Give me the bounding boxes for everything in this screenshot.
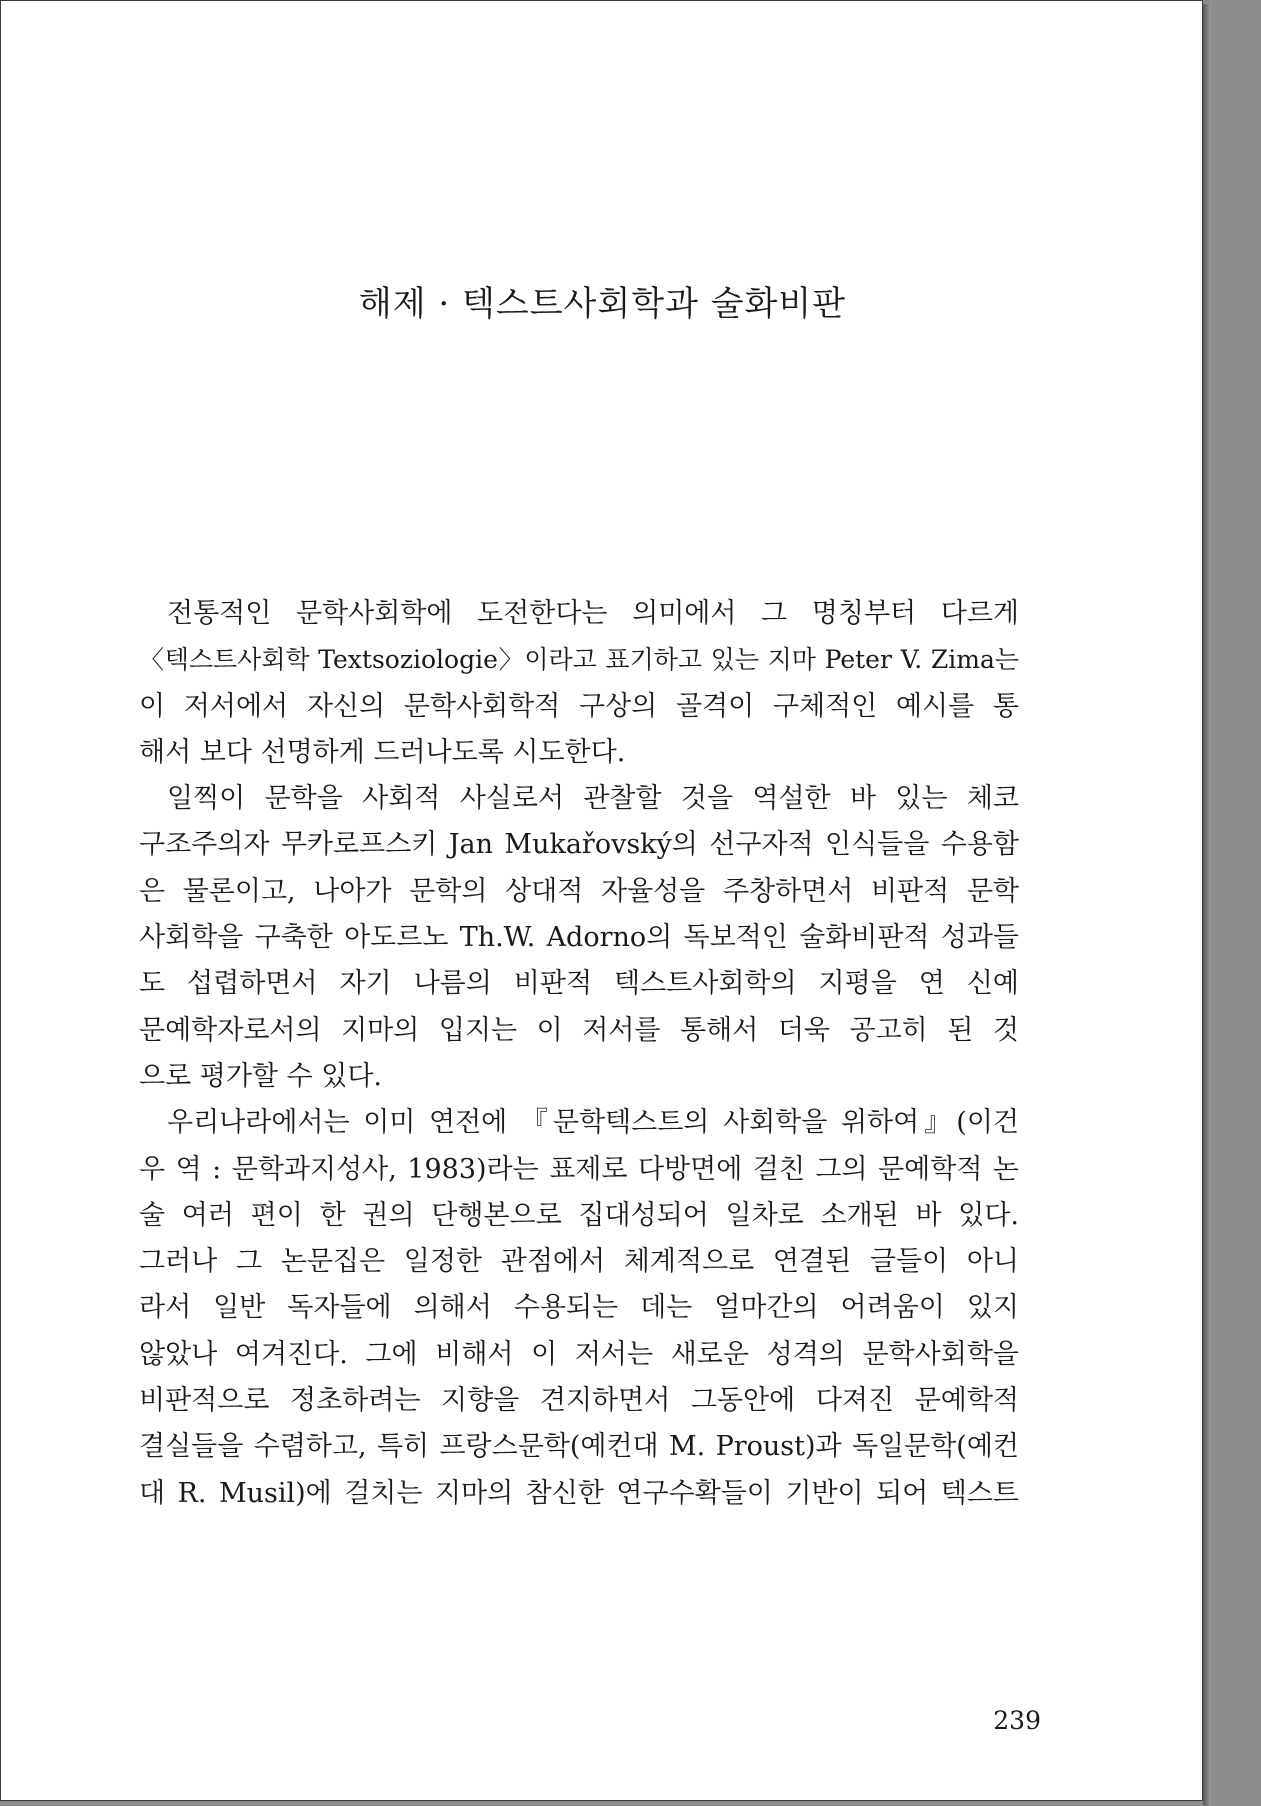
text-line: 않았나 여겨진다. 그에 비해서 이 저서는 새로운 성격의 문학사회학을 xyxy=(139,1338,1019,1370)
text-line: 결실들을 수렴하고, 특히 프랑스문학(예컨대 M. Proust)과 독일문학(예컨 xyxy=(139,1431,1019,1463)
page-number: 239 xyxy=(993,1706,1041,1735)
text-line: 사회학을 구축한 아도르노 Th.W. Adorno의 독보적인 술화비판적 성과들 xyxy=(139,922,1019,954)
text-line: 〈텍스트사회학 Textsoziologie〉이라고 표기하고 있는 지마 Peter V. Zima는 xyxy=(139,645,1019,675)
page-title: 해제 · 텍스트사회학과 술화비판 xyxy=(358,284,847,324)
text-line: 이 저서에서 자신의 문학사회학적 구상의 골격이 구체적인 예시를 통 xyxy=(139,690,1019,722)
text-line: 으로 평가할 수 있다. xyxy=(139,1060,382,1092)
text-line: 그러나 그 논문집은 일정한 관점에서 체계적으로 연결된 글들이 아니 xyxy=(139,1246,1019,1278)
text-line: 라서 일반 독자들에 의해서 수용되는 데는 얼마간의 어려움이 있지 xyxy=(139,1292,1019,1324)
text-line: 문예학자로서의 지마의 입지는 이 저서를 통해서 더욱 공고히 된 것 xyxy=(139,1014,1019,1046)
text-line: 은 물론이고, 나아가 문학의 상대적 자율성을 주창하면서 비판적 문학 xyxy=(139,875,1019,907)
text-line: 비판적으로 정초하려는 지향을 견지하면서 그동안에 다져진 문예학적 xyxy=(139,1385,1019,1417)
text-line: 대 R. Musil)에 걸치는 지마의 참신한 연구수확들이 기반이 되어 텍스트 xyxy=(139,1477,1019,1509)
text-line: 술 여러 편이 한 권의 단행본으로 집대성되어 일차로 소개된 바 있다. xyxy=(139,1199,1019,1231)
text-line: 해서 보다 선명하게 드러나도록 시도한다. xyxy=(139,736,626,768)
text-line: 도 섭렵하면서 자기 나름의 비판적 텍스트사회학의 지평을 연 신예 xyxy=(139,968,1019,1000)
text-line: 전통적인 문학사회학에 도전한다는 의미에서 그 명칭부터 다르게 xyxy=(167,598,1019,629)
text-line: 우 역 : 문학과지성사, 1983)라는 표제로 다방면에 걸친 그의 문예학적 논 xyxy=(139,1153,1019,1185)
text-line: 우리나라에서는 이미 연전에 『문학텍스트의 사회학을 위하여』(이건 xyxy=(167,1107,1019,1139)
body-text xyxy=(139,591,1019,1517)
page-edge-shadow xyxy=(1203,4,1211,1806)
text-line: 구조주의자 무카로프스키 Jan Mukařovský의 선구자적 인식들을 수용함 xyxy=(139,829,1019,861)
text-line: 일찍이 문학을 사회적 사실로서 관찰할 것을 역설한 바 있는 체코 xyxy=(167,783,1019,815)
